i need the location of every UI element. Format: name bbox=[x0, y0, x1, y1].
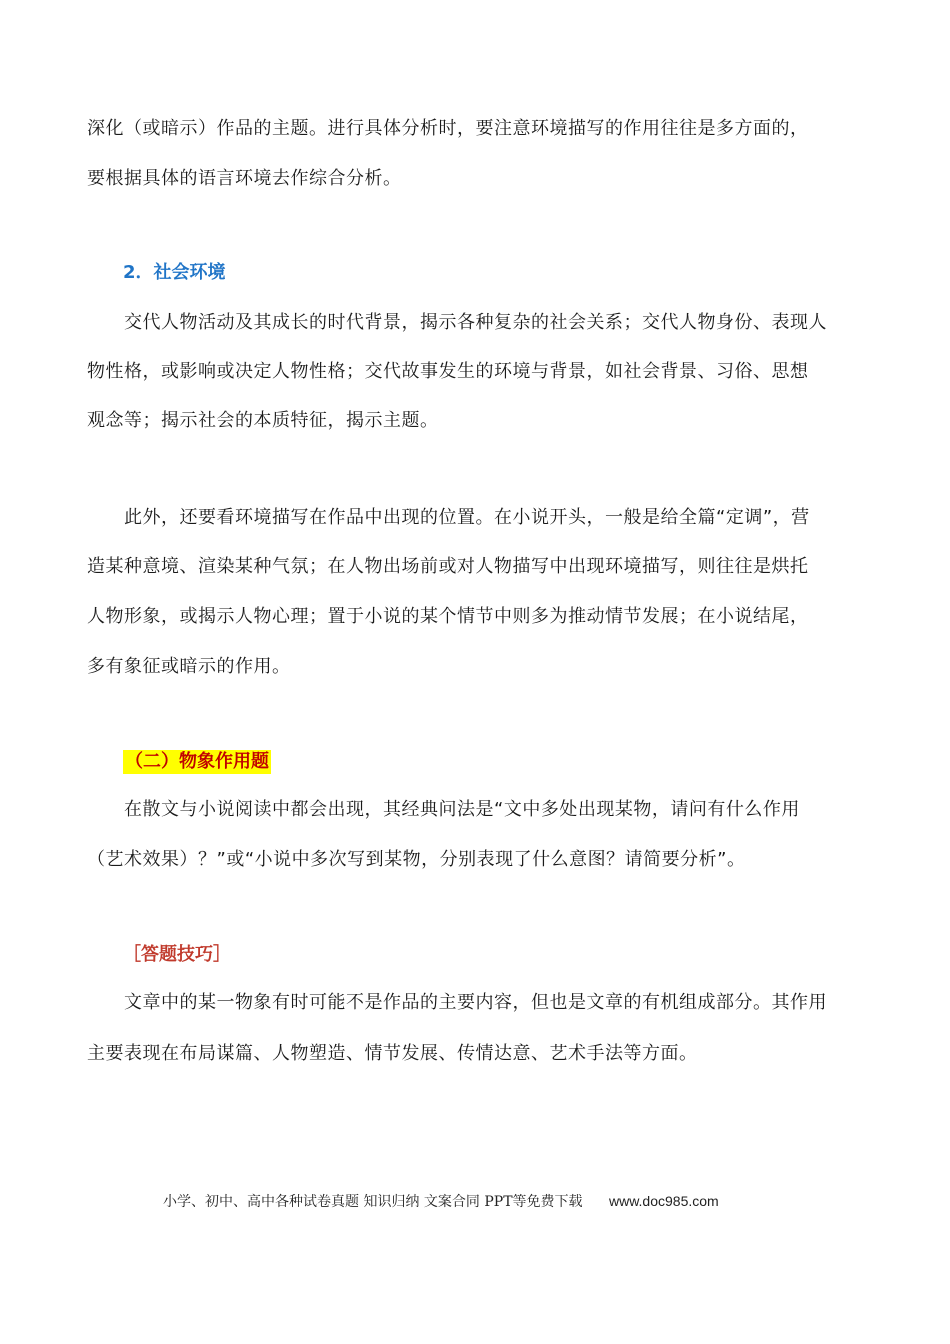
paragraph-line: 主要表现在布局谋篇、人物塑造、情节发展、传情达意、艺术手法等方面。 bbox=[87, 1043, 698, 1064]
section-heading-object-function: （二）物象作用题 bbox=[125, 751, 269, 772]
page-footer bbox=[163, 1190, 719, 1213]
paragraph-line: 在散文与小说阅读中都会出现，其经典问法是“文中多处出现某物，请问有什么作用 bbox=[87, 799, 800, 820]
paragraph-line: 此外，还要看环境描写在作品中出现的位置。在小说开头，一般是给全篇“定调”，营 bbox=[87, 507, 810, 528]
paragraph-line: 物性格，或影响或决定人物性格；交代故事发生的环境与背景，如社会背景、习俗、思想 bbox=[87, 361, 809, 382]
paragraph-line: （艺术效果）？”或“小说中多次写到某物，分别表现了什么意图？请简要分析”。 bbox=[87, 849, 746, 870]
paragraph-line: 深化（或暗示）作品的主题。进行具体分析时，要注意环境描写的作用往往是多方面的， bbox=[87, 118, 809, 139]
paragraph-line: 多有象征或暗示的作用。 bbox=[87, 656, 291, 677]
paragraph-line: 文章中的某一物象有时可能不是作品的主要内容，但也是文章的有机组成部分。其作用 bbox=[87, 992, 827, 1013]
section-heading-social-environment: 2．社会环境 bbox=[123, 262, 226, 283]
footer-text: 小学、初中、高中各种试卷真题 知识归纳 文案合同 PPT等免费下载 bbox=[163, 1194, 583, 1210]
paragraph-line: 人物形象，或揭示人物心理；置于小说的某个情节中则多为推动情节发展；在小说结尾， bbox=[87, 606, 809, 627]
paragraph-line: 交代人物活动及其成长的时代背景，揭示各种复杂的社会关系；交代人物身份、表现人 bbox=[87, 312, 827, 333]
paragraph-line: 造某种意境、渲染某种气氛；在人物出场前或对人物描写中出现环境描写，则往往是烘托 bbox=[87, 556, 809, 577]
footer-url[interactable]: www.doc985.com bbox=[608, 1193, 719, 1209]
paragraph-line: 要根据具体的语言环境去作综合分析。 bbox=[87, 168, 402, 189]
section-heading-answer-tips: ［答题技巧］ bbox=[123, 944, 231, 965]
paragraph-line: 观念等；揭示社会的本质特征，揭示主题。 bbox=[87, 410, 439, 431]
